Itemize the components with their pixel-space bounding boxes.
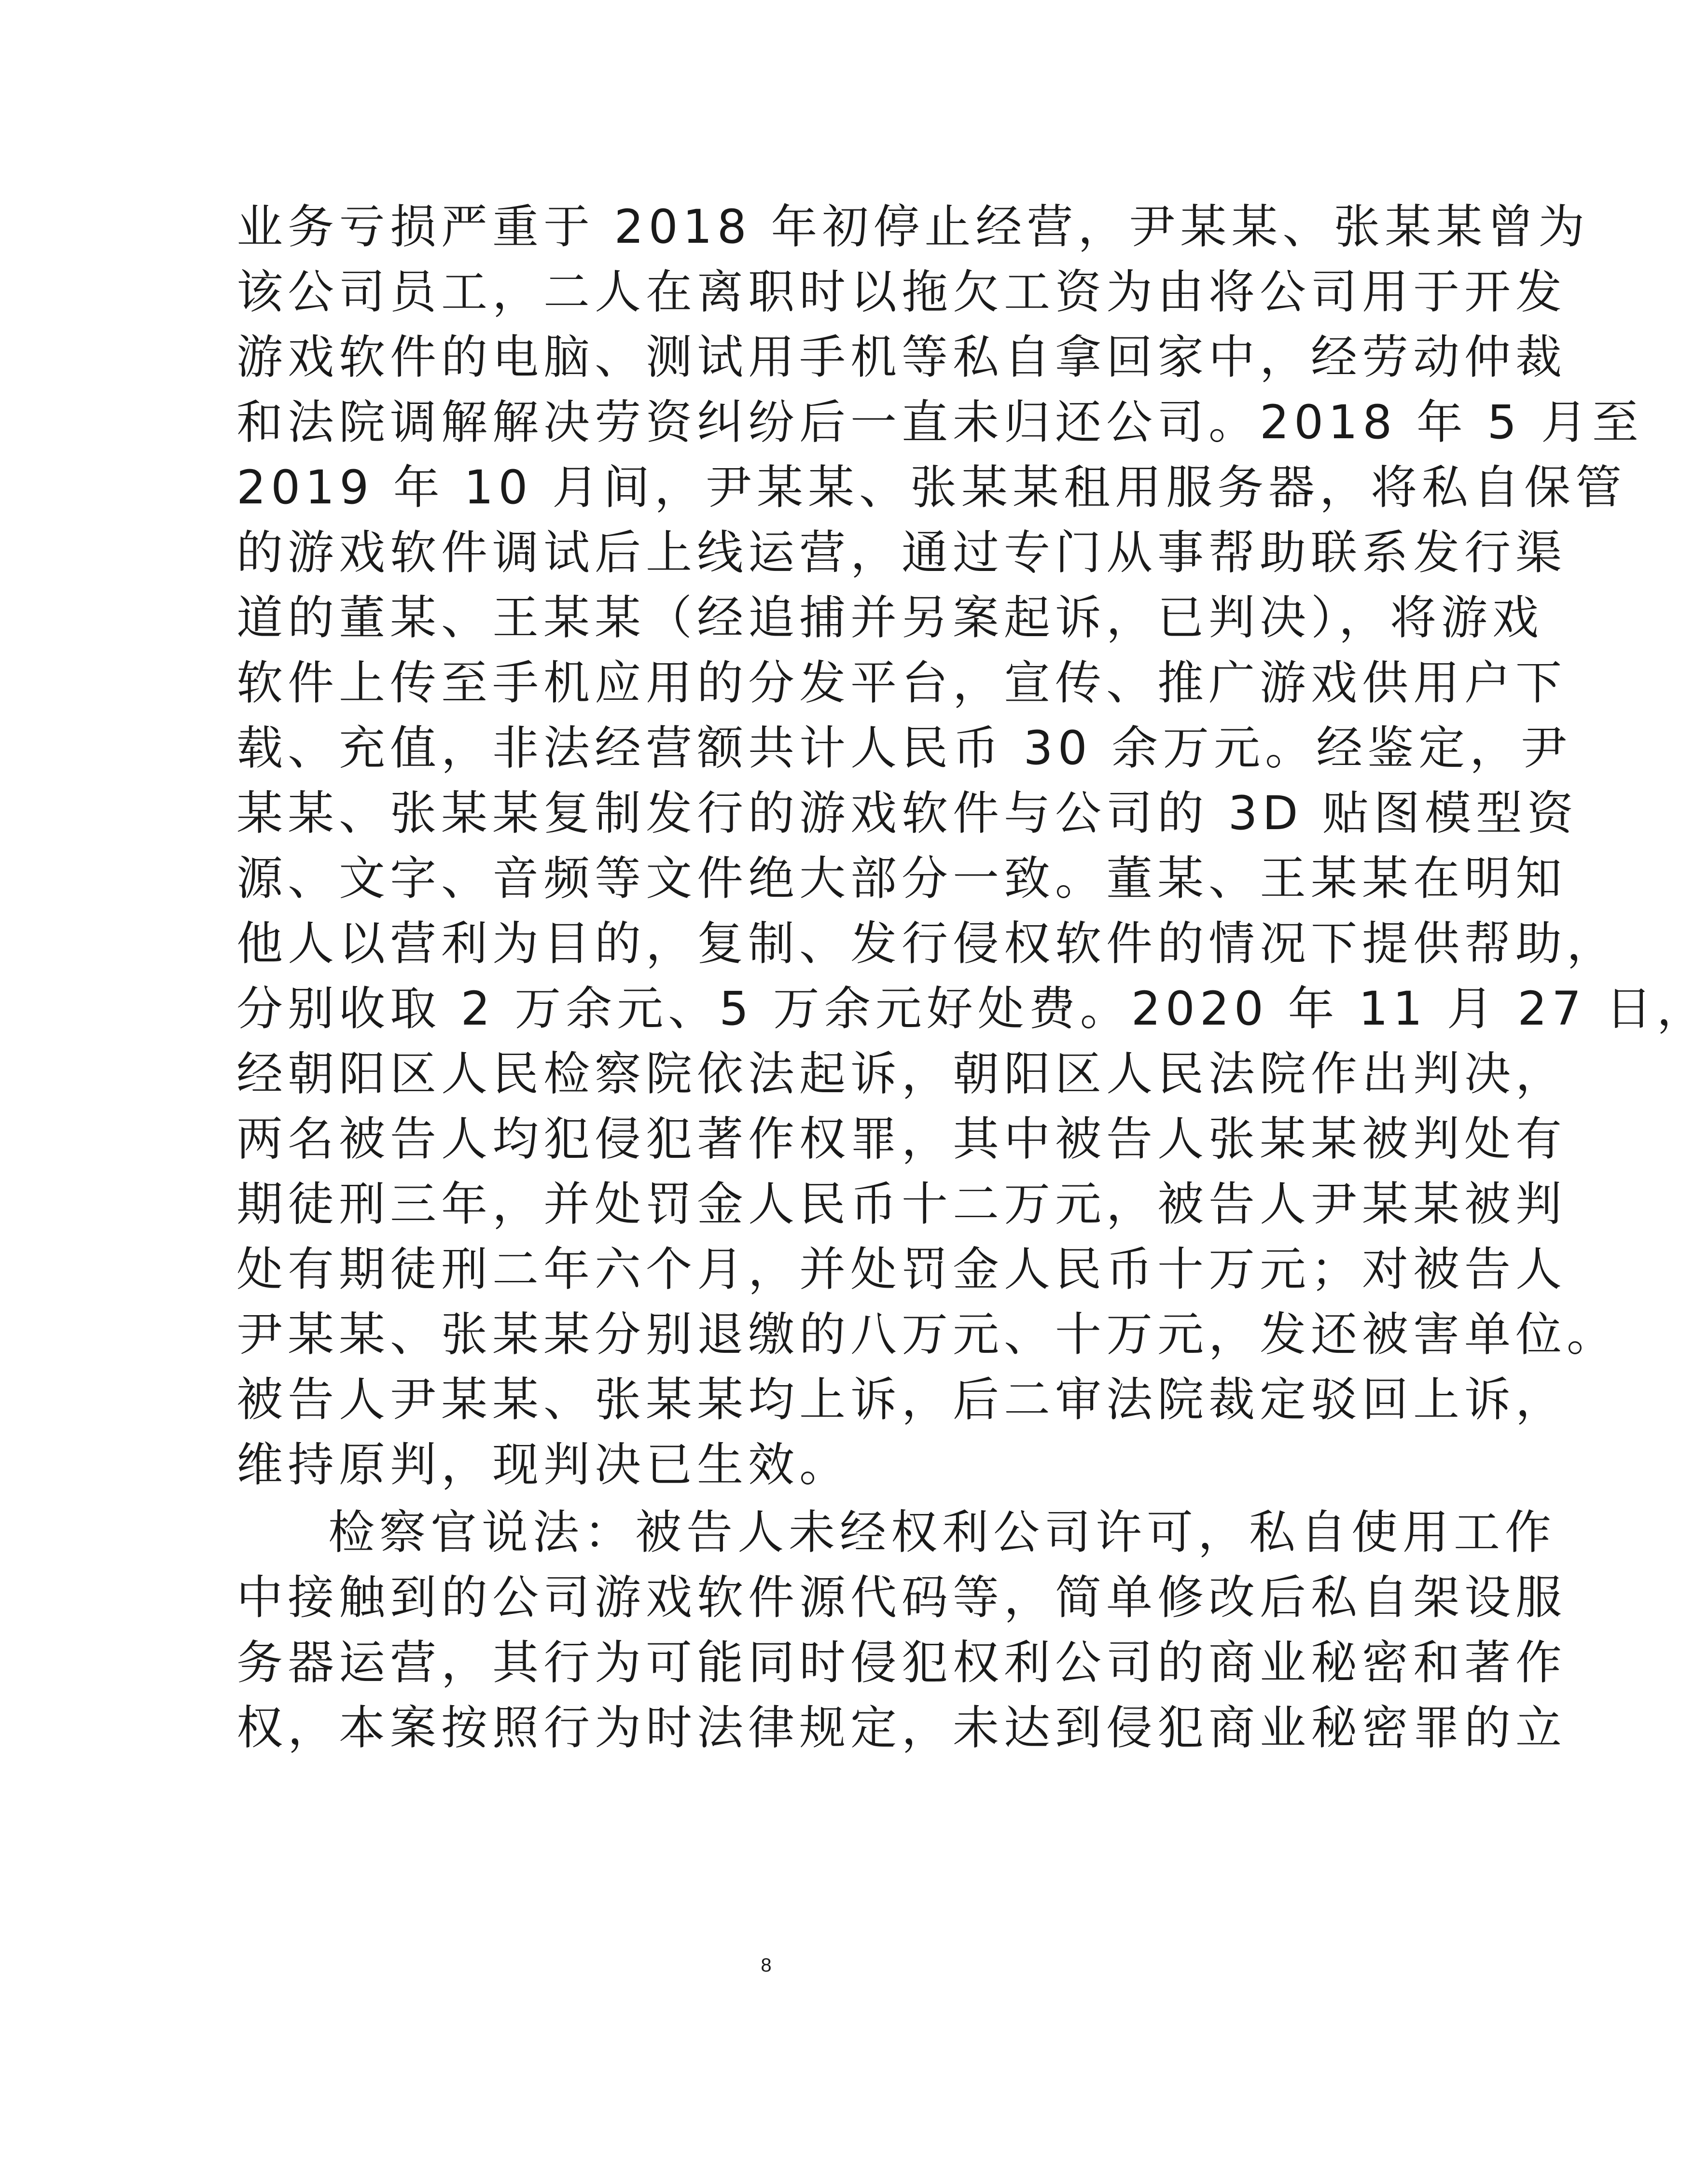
paragraph-1-line-20: 维持原判，现判决已生效。 [236,1438,850,1492]
paragraph-1-line-18: 尹某某、张某某分别退缴的八万元、十万元，发还被害单位。 [236,1307,1618,1361]
paragraph-1-line-5: 2019 年 10 月间，尹某某、张某某租用服务器，将私自保管 [236,460,1627,514]
paragraph-2-line-2: 中接触到的公司游戏软件源代码等，简单修改后私自架设服 [236,1570,1567,1625]
paragraph-1-line-4: 和法院调解解决劳资纠纷后一直未归还公司。2018 年 5 月至 [236,395,1643,449]
paragraph-1-line-19: 被告人尹某某、张某某均上诉，后二审法院裁定驳回上诉， [236,1373,1567,1427]
page-number: 8 [761,1955,772,1976]
paragraph-1-line-6: 的游戏软件调试后上线运营，通过专门从事帮助联系发行渠 [236,526,1567,580]
paragraph-1-line-14: 经朝阳区人民检察院依法起诉，朝阳区人民法院作出判决， [236,1047,1567,1101]
paragraph-1-line-1: 业务亏损严重于 2018 年初停止经营，尹某某、张某某曾为 [236,200,1590,254]
paragraph-2-line-3: 务器运营，其行为可能同时侵犯权利公司的商业秘密和著作 [236,1636,1567,1690]
paragraph-1-line-9: 载、充值，非法经营额共计人民币 30 余万元。经鉴定，尹 [236,721,1572,775]
paragraph-1-line-10: 某某、张某某复制发行的游戏软件与公司的 3D 贴图模型资 [236,786,1579,840]
paragraph-1-line-7: 道的董某、王某某（经追捕并另案起诉，已判决），将游戏 [236,591,1543,645]
paragraph-1-line-11: 源、文字、音频等文件绝大部分一致。董某、王某某在明知 [236,851,1567,905]
paragraph-2-line-1: 检察官说法：被告人未经权利公司许可，私自使用工作 [328,1505,1556,1559]
paragraph-1-line-17: 处有期徒刑二年六个月，并处罚金人民币十万元；对被告人 [236,1242,1567,1296]
paragraph-1-line-3: 游戏软件的电脑、测试用手机等私自拿回家中，经劳动仲裁 [236,330,1567,384]
paragraph-1-line-2: 该公司员工，二人在离职时以拖欠工资为由将公司用于开发 [236,265,1567,319]
paragraph-1-line-13: 分别收取 2 万余元、5 万余元好处费。2020 年 11 月 27 日， [236,982,1708,1036]
paragraph-2-line-4: 权，本案按照行为时法律规定，未达到侵犯商业秘密罪的立 [236,1701,1567,1755]
paragraph-1-line-15: 两名被告人均犯侵犯著作权罪，其中被告人张某某被判处有 [236,1112,1567,1166]
paragraph-1-line-12: 他人以营利为目的，复制、发行侵权软件的情况下提供帮助， [236,917,1618,971]
paragraph-1-line-16: 期徒刑三年，并处罚金人民币十二万元，被告人尹某某被判 [236,1177,1567,1231]
paragraph-1-line-8: 软件上传至手机应用的分发平台，宣传、推广游戏供用户下 [236,656,1567,710]
